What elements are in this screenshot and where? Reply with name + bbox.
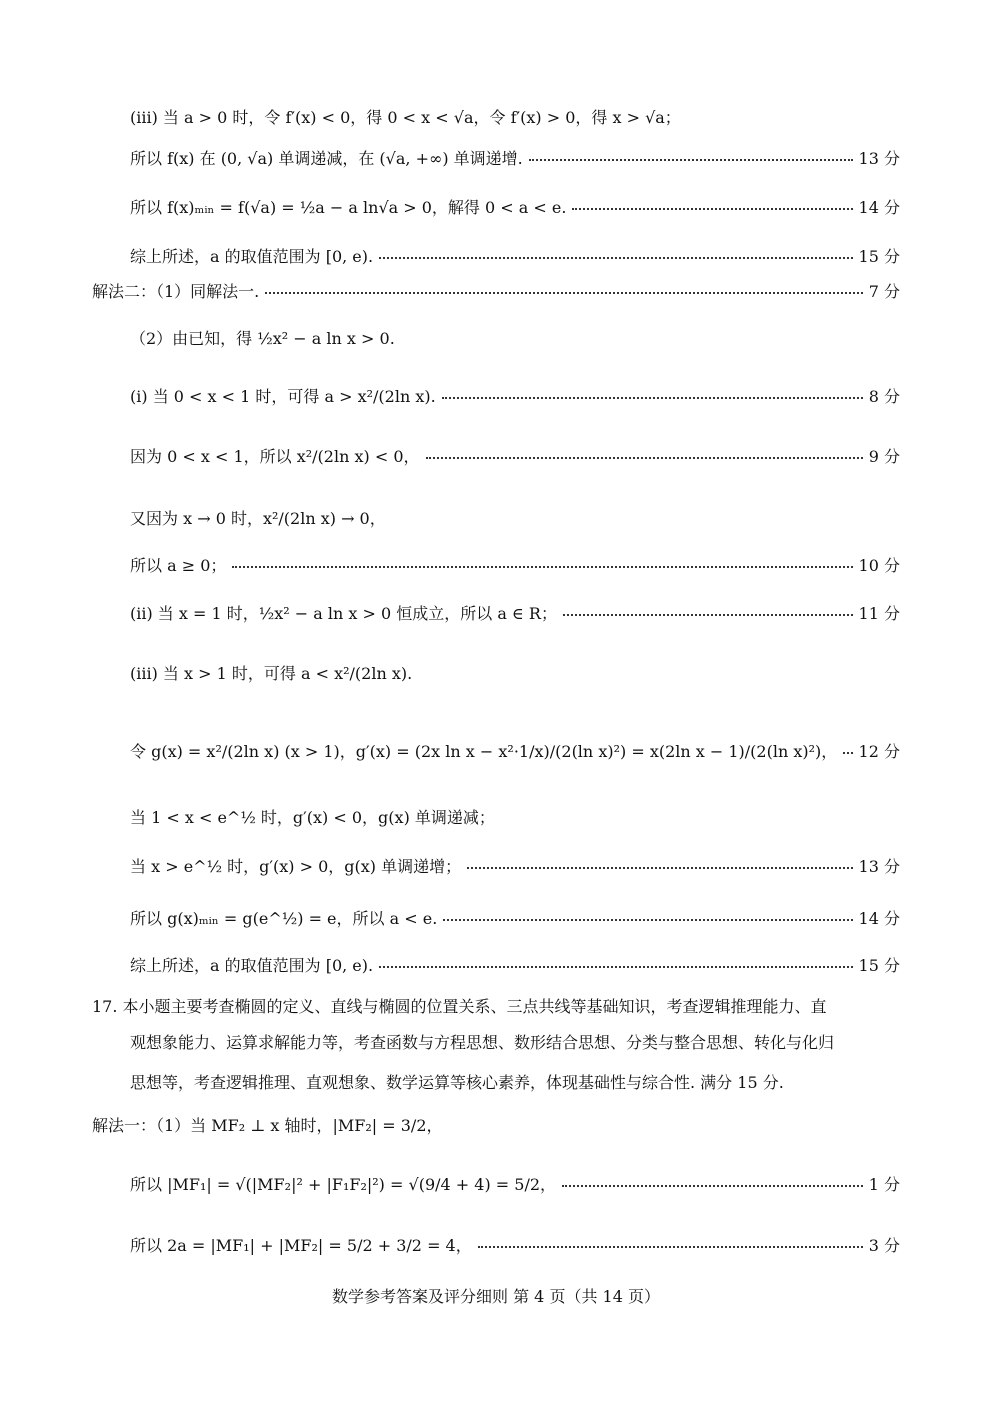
dot-leader: [563, 614, 853, 616]
line-text: 令 g(x) = x²/(2ln x) (x > 1)，g′(x) = (2x ln x − x²·1/x)/(2(ln x)²) = x(2ln x − 1)/(2(ln x)²)，: [130, 741, 838, 761]
line-conclusion-2: [130, 952, 900, 976]
line-case-i: [130, 383, 900, 407]
line-text: 当 x > e^½ 时，g′(x) > 0，g(x) 单调递增；: [130, 856, 462, 876]
line-text: 所以 f(x)ₘᵢₙ = f(√a) = ½a − a ln√a > 0，解得 0 < a < e.: [130, 197, 567, 217]
problem-17-intro-2: [130, 1029, 900, 1053]
line-case-ii: [130, 600, 900, 624]
dot-leader: [467, 867, 852, 869]
line-text: 所以 2a = |MF₁| + |MF₂| = 5/2 + 3/2 = 4，: [130, 1235, 472, 1255]
score-mark: 12 分: [858, 741, 900, 761]
dot-leader: [379, 966, 852, 968]
line-text: (i) 当 0 < x < 1 时，可得 a > x²/(2ln x).: [130, 386, 436, 406]
score-mark: 13 分: [858, 148, 900, 168]
line-text: (iii) 当 a > 0 时，令 f′(x) < 0，得 0 < x < √a，令 f′(x) > 0，得 x > √a；: [130, 107, 681, 127]
score-mark: 13 分: [858, 856, 900, 876]
line-text: 当 1 < x < e^½ 时，g′(x) < 0，g(x) 单调递减；: [130, 807, 495, 827]
line-g-increasing: [130, 853, 900, 877]
score-mark: 8 分: [868, 386, 900, 406]
dot-leader: [232, 566, 852, 568]
line-text: 所以 a ≥ 0；: [130, 555, 227, 575]
line-2a: [130, 1232, 900, 1256]
score-mark: 14 分: [858, 908, 900, 928]
dot-leader: [443, 919, 852, 921]
line-text: 所以 f(x) 在 (0, √a) 单调递减，在 (√a, +∞) 单调递增.: [130, 148, 523, 168]
score-mark: 15 分: [858, 955, 900, 975]
line-f-min: [130, 194, 900, 218]
line-text: 所以 g(x)ₘᵢₙ = g(e^½) = e，所以 a < e.: [130, 908, 438, 928]
line-text: 所以 |MF₁| = √(|MF₂|² + |F₁F₂|²) = √(9/4 + 4) = 5/2，: [130, 1174, 557, 1194]
line-text: 又因为 x → 0 时，x²/(2ln x) → 0，: [130, 508, 386, 528]
score-mark: 14 分: [858, 197, 900, 217]
line-case-iii-x: [130, 660, 900, 684]
line-monotonic-f: [130, 145, 900, 169]
dot-leader: [379, 257, 852, 259]
score-mark: 10 分: [858, 555, 900, 575]
score-mark: 15 分: [858, 246, 900, 266]
dot-leader: [572, 208, 852, 210]
score-mark: 1 分: [868, 1174, 900, 1194]
line-limit: [130, 505, 900, 529]
score-mark: 9 分: [868, 446, 900, 466]
line-text: 解法一：（1）当 MF₂ ⊥ x 轴时，|MF₂| = 3/2，: [92, 1115, 443, 1135]
line-text: 综上所述，a 的取值范围为 [0, e).: [130, 955, 374, 975]
problem-17-intro-3: [130, 1069, 900, 1093]
line-text: 综上所述，a 的取值范围为 [0, e).: [130, 246, 374, 266]
dot-leader: [265, 292, 862, 294]
line-g-min: [130, 905, 900, 929]
line-conclusion-1: [130, 243, 900, 267]
line-because: [130, 443, 900, 467]
line-method-two: [92, 278, 900, 302]
line-text: （2）由已知，得 ½x² − a ln x > 0.: [130, 328, 395, 348]
score-mark: 11 分: [858, 603, 900, 623]
line-text: 因为 0 < x < 1，所以 x²/(2ln x) < 0，: [130, 446, 420, 466]
line-define-g: [130, 738, 900, 762]
page-footer: 数学参考答案及评分细则 第 4 页（共 14 页）: [332, 1287, 660, 1306]
score-mark: 3 分: [868, 1235, 900, 1255]
dot-leader: [478, 1246, 863, 1248]
problem-17-intro-1: [92, 993, 900, 1017]
dot-leader: [442, 397, 863, 399]
line-text: 思想等，考查逻辑推理、直观想象、数学运算等核心素养，体现基础性与综合性. 满分 15 分.: [130, 1072, 784, 1092]
line-text: (iii) 当 x > 1 时，可得 a < x²/(2ln x).: [130, 663, 413, 683]
line-text: 解法二：（1）同解法一.: [92, 281, 260, 301]
line-g-decreasing: [130, 804, 900, 828]
line-text: 观想象能力、运算求解能力等，考查函数与方程思想、数形结合思想、分类与整合思想、转化与化归: [130, 1032, 835, 1052]
dot-leader: [562, 1185, 863, 1187]
dot-leader: [426, 457, 863, 459]
dot-leader: [529, 159, 853, 161]
dot-leader: [843, 752, 852, 754]
score-mark: 7 分: [868, 281, 900, 301]
line-mf1: [130, 1171, 900, 1195]
line-text: (ii) 当 x = 1 时，½x² − a ln x > 0 恒成立，所以 a ∈ R；: [130, 603, 557, 623]
line-a-nonneg: [130, 552, 900, 576]
line-given: [130, 325, 900, 349]
line-case-iii-a-positive: [130, 104, 900, 128]
line-text: 17. 本小题主要考查椭圆的定义、直线与椭圆的位置关系、三点共线等基础知识，考查逻辑推理能力、直: [92, 996, 827, 1016]
line-method-one-17: [92, 1112, 900, 1136]
